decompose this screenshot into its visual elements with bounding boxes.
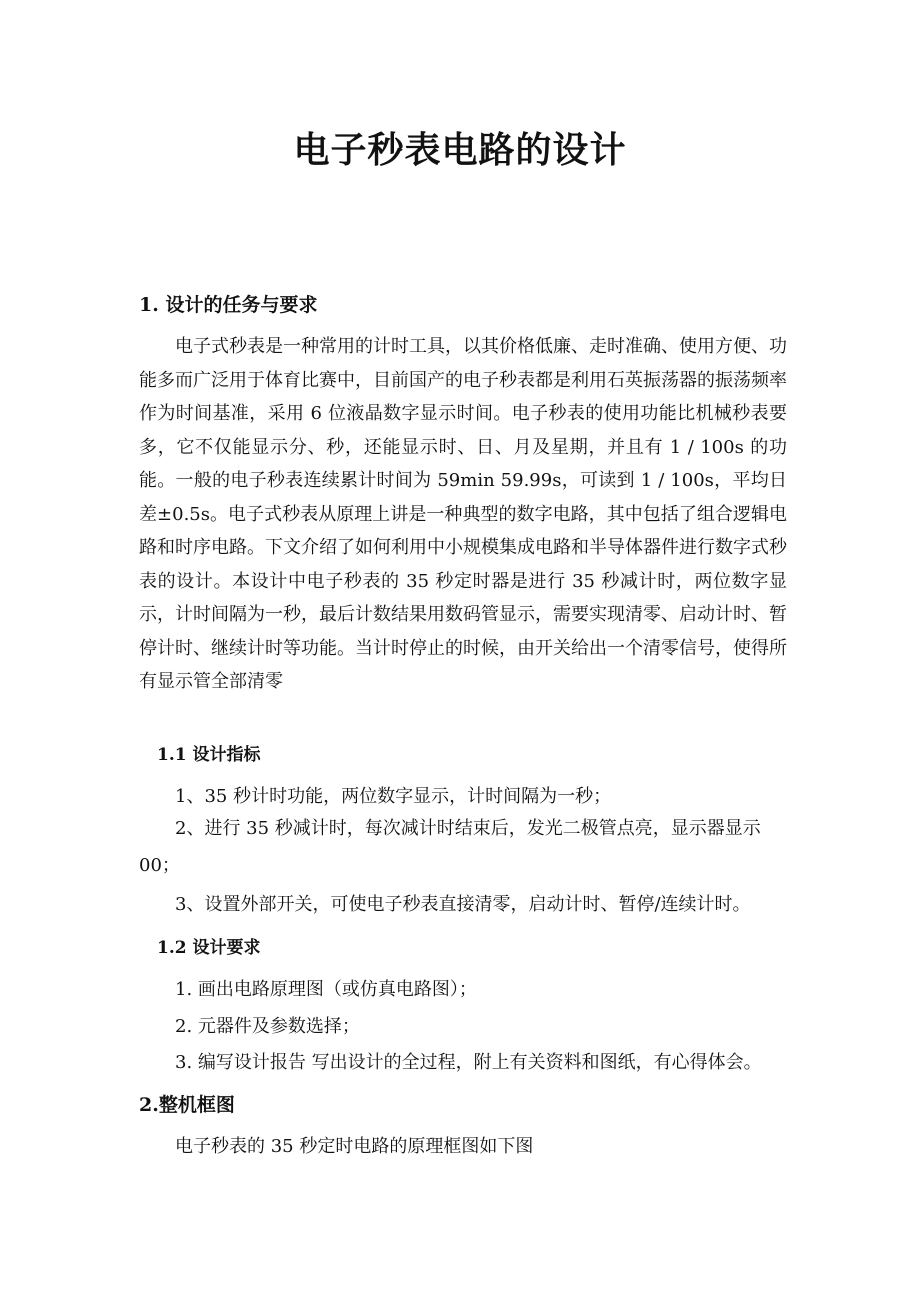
document-title: 电子秒表电路的设计 — [293, 130, 627, 171]
requirement-item-2: 2. 元器件及参数选择； — [175, 1016, 360, 1037]
requirement-item-1: 1. 画出电路原理图（或仿真电路图）； — [175, 979, 477, 1000]
subsection-1-2-heading: 1.2 设计要求 — [157, 938, 261, 958]
spec-item-3: 3、设置外部开关，可使电子秒表直接清零，启动计时、暂停/连续计时。 — [175, 894, 751, 915]
section-1-heading: 1. 设计的任务与要求 — [139, 294, 318, 316]
spec-item-2: 2、进行 35 秒减计时，每次减计时结束后，发光二极管点亮，显示器显示 00； — [139, 818, 761, 876]
section-2-paragraph: 电子秒表的 35 秒定时电路的原理框图如下图 — [175, 1136, 534, 1157]
subsection-1-1-heading: 1.1 设计指标 — [157, 745, 261, 765]
section-1-paragraph: 电子式秒表是一种常用的计时工具，以其价格低廉、走时准确、使用方便、功能多而广泛用于体育比赛中，目前国产的电子秒表都是利用石英振荡器的振荡频率作为时间基准，采用 6 位液晶数字显示时间。电子秒表的使用功能比机械秒表要多，它不仅能显示分、秒，还能显示时、日、月及星期，并且有 1 / 100s 的功能。一般的电子秒表连续累计时间为 59min 59.99s，可读到 1 / 100s，平均日差±0.5s。电子式秒表从原理上讲是一种典型的数字电路，其中包括了组合逻辑电路和时序电路。下文介绍了如何利用中小规模集成电路和半导体器件进行数字式秒表的设计。本设计中电子秒表的 35 秒定时器是进行 35 秒减计时，两位数字显示，计时间隔为一秒，最后计数结果用数码管显示，需要实现清零、启动计时、暂停计时、继续计时等功能。当计时停止的时候，由开关给出一个清零信号，使得所有显示管全部清零 — [139, 336, 787, 692]
spec-item-1: 1、35 秒计时功能，两位数字显示，计时间隔为一秒； — [175, 786, 612, 807]
requirement-item-3: 3. 编写设计报告 写出设计的全过程，附上有关资料和图纸，有心得体会。 — [175, 1052, 762, 1073]
section-2-heading: 2.整机框图 — [139, 1094, 235, 1116]
